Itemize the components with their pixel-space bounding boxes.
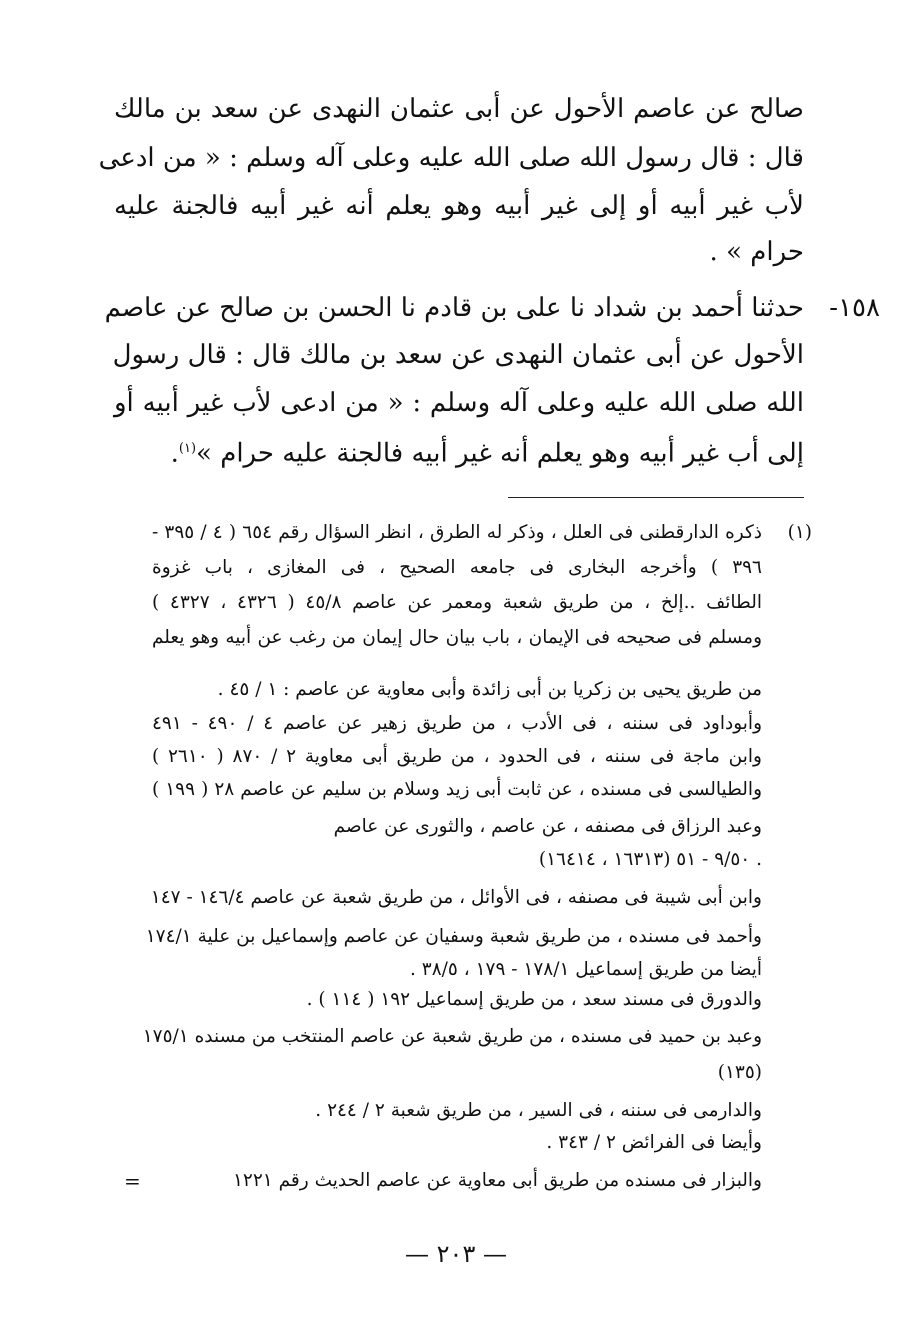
footnote-line: والطيالسى فى مسنده ، عن ثابت أبى زيد وسلام بن سليم عن عاصم ٢٨ ( ١٩٩ ) [152, 779, 762, 800]
hadith-157-line-3: لأب غير أبيه أو إلى غير أبيه وهو يعلم أنه غير أبيه فالجنة عليه [114, 191, 804, 221]
hadith-number: ١٥٨- [829, 293, 880, 323]
hadith-158-text: إلى أب غير أبيه وهو يعلم أنه غير أبيه فالجنة عليه حرام » [196, 438, 804, 469]
footnote-line: وعبد الرزاق فى مصنفه ، عن عاصم ، والثورى عن عاصم [333, 816, 762, 837]
hadith-157-line-2: قال : قال رسول الله صلى الله عليه وعلى آله وسلم : « من ادعى [98, 143, 804, 173]
page-number: — ٢٠٣ — [405, 1240, 507, 1268]
footnote-line: ذكره الدارقطنى فى العلل ، وذكر له الطرق ، انظر السؤال رقم ٦٥٤ ( ٤ / ٣٩٥ - [152, 522, 763, 543]
footnote-line: أيضا من طريق إسماعيل ١٧٨/١ - ١٧٩ ، ٣٨/٥ . [410, 959, 762, 980]
footnote-reference: (١) [178, 441, 197, 456]
hadith-157-line-4: حرام » . [709, 237, 804, 267]
hadith-158-line-1: حدثنا أحمد بن شداد نا على بن قادم نا الحسن بن صالح عن عاصم [104, 293, 804, 323]
hadith-157-line-1: صالح عن عاصم الأحول عن أبى عثمان النهدى عن سعد بن مالك [114, 94, 804, 124]
footnote-line: ومسلم فى صحيحه فى الإيمان ، باب بيان حال إيمان من رغب عن أبيه وهو يعلم [152, 627, 762, 648]
footnote-line: من طريق يحيى بن زكريا بن أبى زائدة وأبى معاوية عن عاصم : ١ / ٤٥ . [217, 679, 762, 700]
hadith-158-end: . [170, 438, 179, 469]
hadith-158-line-2: الأحول عن أبى عثمان النهدى عن سعد بن مالك قال : قال رسول [112, 340, 804, 370]
hadith-158-line-3: الله صلى الله عليه وعلى آله وسلم : « من ادعى لأب غير أبيه أو [114, 388, 804, 418]
footnote-line: وأبوداود فى سننه ، فى الأدب ، من طريق زهير عن عاصم ٤ / ٤٩٠ - ٤٩١ [152, 713, 763, 734]
footnote-line: والدورق فى مسند سعد ، من طريق إسماعيل ١٩٢ ( ١١٤ ) . [306, 989, 762, 1010]
footnote-line: وابن ماجة فى سننه ، فى الحدود ، من طريق أبى معاوية ٢ / ٨٧٠ ( ٢٦١٠ ) [152, 746, 762, 767]
continuation-mark: = [124, 1169, 141, 1193]
footnote-line: وأحمد فى مسنده ، من طريق شعبة وسفيان عن عاصم وإسماعيل بن علية ١٧٤/١ [145, 926, 762, 947]
hadith-158-line-4 [114, 426, 804, 472]
footnote-line: وابن أبى شيبة فى مصنفه ، فى الأوائل ، من طريق شعبة عن عاصم ١٤٦/٤ - ١٤٧ [150, 887, 762, 908]
footnote-line: والدارمى فى سننه ، فى السير ، من طريق شعبة ٢ / ٢٤٤ . [315, 1100, 762, 1121]
footnote-line: (١٣٥) [717, 1062, 762, 1083]
footnote-line: وعبد بن حميد فى مسنده ، من طريق شعبة عن عاصم المنتخب من مسنده ١٧٥/١ [142, 1026, 762, 1047]
footnote-marker: (١) [787, 522, 812, 543]
footnote-line: ٣٩٦ ) وأخرجه البخارى فى جامعه الصحيح ، فى المغازى ، باب غزوة [152, 557, 762, 578]
footnote-separator [508, 497, 804, 498]
footnote-line: ٩/٥٠ - ٥١ (١٦٣١٣ ، ١٦٤١٤) . [538, 849, 762, 870]
footnote-line: وأيضا فى الفرائض ٢ / ٣٤٣ . [546, 1132, 762, 1153]
footnote-line: الطائف ..إلخ ، من طريق شعبة ومعمر عن عاصم ٤٥/٨ ( ٤٣٢٦ ، ٤٣٢٧ ) [152, 592, 763, 613]
footnote-line: والبزار فى مسنده من طريق أبى معاوية عن عاصم الحديث رقم ١٢٢١ [232, 1170, 762, 1191]
